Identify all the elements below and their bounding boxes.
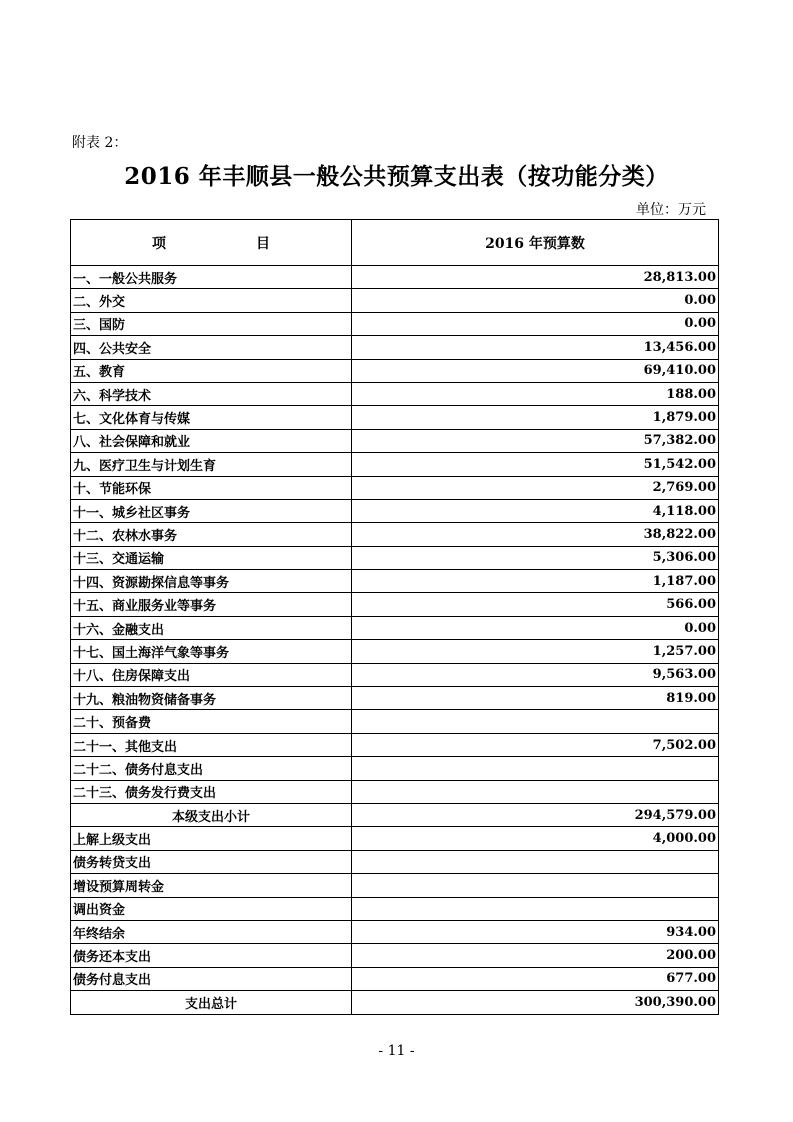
row-item-name: 二十三、债务发行费支出 [71,780,352,803]
table-row [71,499,719,522]
row-item-value: 13,456.00 [352,336,719,359]
row-item-name: 三、国防 [71,312,352,335]
row-item-name: 八、社会保障和就业 [71,429,352,452]
row-item-name: 债务付息支出 [71,967,352,990]
row-item-value: 294,579.00 [352,803,719,826]
row-item-name: 调出资金 [71,897,352,920]
table-row [71,757,719,780]
table-row [71,991,719,1014]
row-item-name: 十二、农林水事务 [71,523,352,546]
table-header-row [71,220,719,266]
table-row [71,359,719,382]
row-item-name: 增设预算周转金 [71,874,352,897]
row-item-name: 十八、住房保障支出 [71,663,352,686]
row-item-name: 十四、资源勘探信息等事务 [71,570,352,593]
row-item-name: 本级支出小计 [71,803,352,826]
row-item-value: 0.00 [352,616,719,639]
page-title: 2016 年丰顺县一般公共预算支出表（按功能分类） [124,163,669,190]
row-item-name: 上解上级支出 [71,827,352,850]
row-item-name: 二、外交 [71,289,352,312]
table-row [71,289,719,312]
row-item-name: 债务还本支出 [71,944,352,967]
row-item-name: 四、公共安全 [71,336,352,359]
table-row [71,429,719,452]
row-item-value [352,874,719,897]
header-item-char2: 目 [256,235,270,252]
table-row [71,546,719,569]
row-item-value: 1,187.00 [352,570,719,593]
row-item-value: 566.00 [352,593,719,616]
row-item-name: 十九、粮油物资储备事务 [71,687,352,710]
row-item-value [352,710,719,733]
row-item-name: 十、节能环保 [71,476,352,499]
table-row [71,944,719,967]
table-row [71,523,719,546]
row-item-name: 六、科学技术 [71,382,352,405]
budget-table [70,219,719,1015]
row-item-value [352,780,719,803]
row-item-value: 9,563.00 [352,663,719,686]
row-item-value: 677.00 [352,967,719,990]
row-item-value: 2,769.00 [352,476,719,499]
row-item-name: 一、一般公共服务 [71,266,352,289]
header-item-char1: 项 [152,235,166,252]
row-item-value: 300,390.00 [352,991,719,1014]
row-item-value: 934.00 [352,920,719,943]
table-row [71,570,719,593]
table-row [71,382,719,405]
row-item-value: 200.00 [352,944,719,967]
row-item-name: 二十二、债务付息支出 [71,757,352,780]
table-row [71,640,719,663]
row-item-value: 4,118.00 [352,499,719,522]
attachment-label: 附表 2： [72,135,128,151]
table-row [71,897,719,920]
row-item-name: 十六、金融支出 [71,616,352,639]
row-item-name: 十七、国土海洋气象等事务 [71,640,352,663]
table-row [71,874,719,897]
table-row [71,710,719,733]
table-row [71,827,719,850]
table-row [71,453,719,476]
row-item-value: 1,879.00 [352,406,719,429]
row-item-name: 十五、商业服务业等事务 [71,593,352,616]
row-item-value: 7,502.00 [352,733,719,756]
row-item-value [352,757,719,780]
row-item-name: 年终结余 [71,920,352,943]
table-row [71,336,719,359]
row-item-name: 债务转贷支出 [71,850,352,873]
row-item-name: 十三、交通运输 [71,546,352,569]
unit-label: 单位：万元 [636,202,706,218]
table-row [71,312,719,335]
table-row [71,920,719,943]
row-item-name: 二十、预备费 [71,710,352,733]
row-item-name: 七、文化体育与传媒 [71,406,352,429]
row-item-name: 五、教育 [71,359,352,382]
table-row [71,266,719,289]
row-item-value: 188.00 [352,382,719,405]
table-row [71,967,719,990]
row-item-value: 69,410.00 [352,359,719,382]
row-item-value: 57,382.00 [352,429,719,452]
table-row [71,733,719,756]
table-row [71,803,719,826]
row-item-name: 支出总计 [71,991,352,1014]
row-item-name: 九、医疗卫生与计划生育 [71,453,352,476]
row-item-value: 4,000.00 [352,827,719,850]
header-item [71,220,352,266]
row-item-value: 38,822.00 [352,523,719,546]
row-item-value: 5,306.00 [352,546,719,569]
table-row [71,476,719,499]
table-row [71,850,719,873]
row-item-name: 二十一、其他支出 [71,733,352,756]
row-item-value [352,850,719,873]
row-item-value: 28,813.00 [352,266,719,289]
table-row [71,616,719,639]
row-item-value: 1,257.00 [352,640,719,663]
table-row [71,687,719,710]
table-row [71,593,719,616]
row-item-value [352,897,719,920]
table-row [71,406,719,429]
header-amount: 2016 年预算数 [352,220,719,266]
row-item-value: 0.00 [352,312,719,335]
page-number: - 11 - [378,1043,415,1059]
row-item-value: 819.00 [352,687,719,710]
table-row [71,663,719,686]
table-row [71,780,719,803]
row-item-value: 51,542.00 [352,453,719,476]
row-item-value: 0.00 [352,289,719,312]
row-item-name: 十一、城乡社区事务 [71,499,352,522]
